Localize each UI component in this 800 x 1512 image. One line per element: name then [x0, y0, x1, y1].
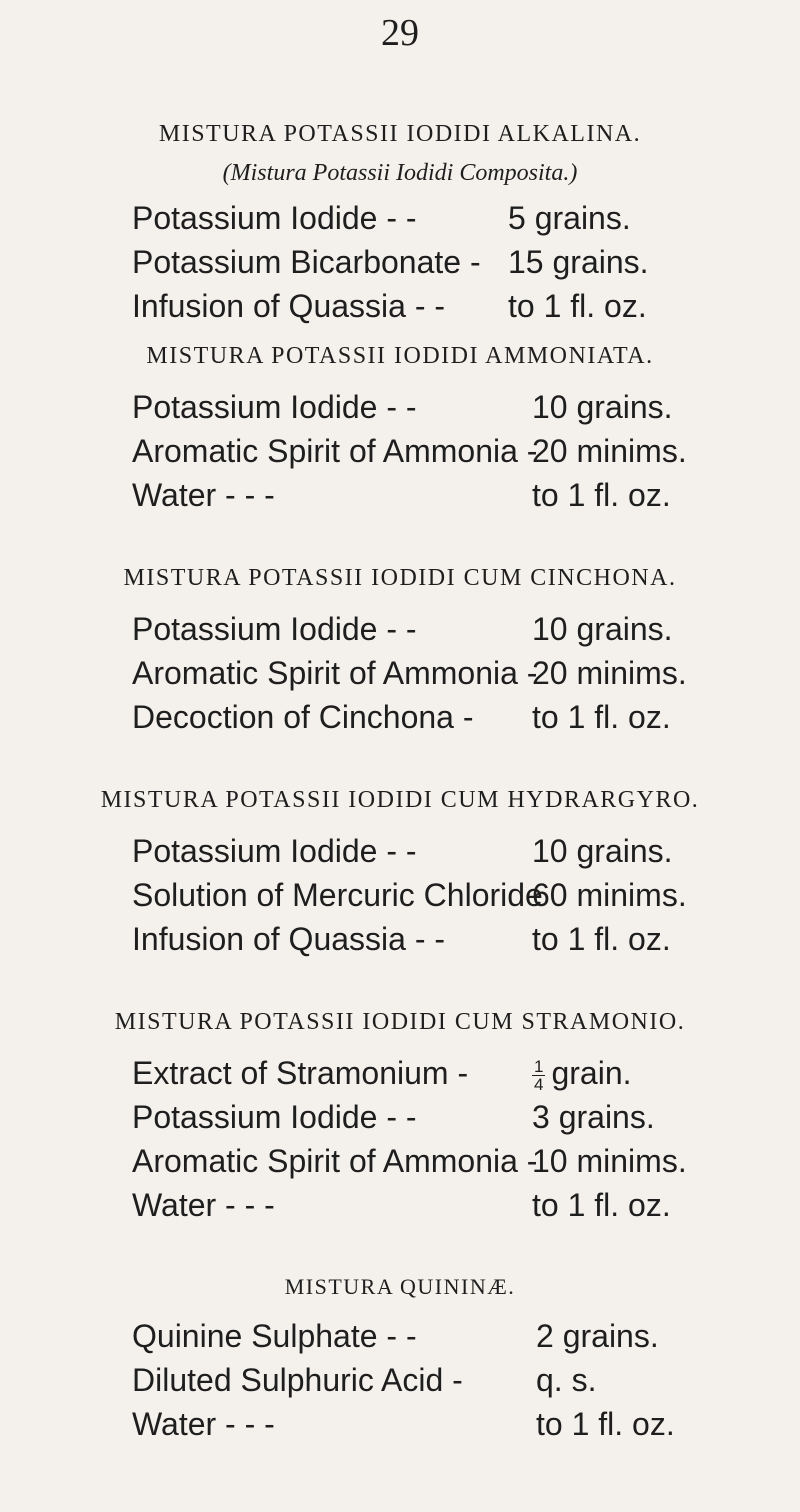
section-cum-cinchona: [0, 564, 800, 739]
ingredient-quantity: 60 minims.: [532, 876, 687, 913]
ingredient-row: [0, 829, 800, 873]
section-title: MISTURA POTASSII IODIDI CUM CINCHONA.: [123, 565, 677, 591]
ingredient-row: [0, 240, 800, 284]
ingredient-name: Decoction of Cinchona -: [132, 698, 474, 735]
ingredient-row: [0, 284, 800, 328]
ingredient-row: [0, 1095, 800, 1139]
ingredient-name: Aromatic Spirit of Ammonia -: [132, 432, 538, 469]
ingredient-name: Potassium Iodide - -: [132, 832, 417, 869]
ingredient-quantity: $\frac{1}{4}$ grain.: [534, 1054, 632, 1094]
ingredient-name: Potassium Iodide - -: [132, 199, 417, 236]
ingredient-name: Water - - -: [132, 476, 275, 513]
ingredient-row: [0, 385, 800, 429]
ingredient-row: [0, 196, 800, 240]
ingredient-quantity: to 1 fl. oz.: [536, 1406, 675, 1443]
ingredient-quantity: 10 grains.: [532, 610, 673, 647]
ingredient-quantity: 20 minims.: [532, 432, 687, 469]
ingredient-quantity: 10 grains.: [532, 832, 673, 869]
ingredient-quantity: 3 grains.: [532, 1098, 655, 1135]
ingredient-name: Water - - -: [132, 1406, 275, 1443]
section-title: MISTURA POTASSII IODIDI CUM HYDRARGYRO.: [100, 787, 700, 813]
ingredient-row: [0, 607, 800, 651]
ingredient-row: [0, 1139, 800, 1183]
section-cum-stramonio: [0, 1008, 800, 1227]
fraction: $\frac{1}{4}$: [534, 1056, 544, 1094]
ingredient-row: [0, 429, 800, 473]
ingredient-row: [0, 473, 800, 517]
ingredient-quantity: to 1 fl. oz.: [508, 287, 647, 324]
ingredient-name: Diluted Sulphuric Acid -: [132, 1362, 463, 1399]
ingredient-row: [0, 1183, 800, 1227]
ingredient-name: Potassium Iodide - -: [132, 610, 417, 647]
ingredient-quantity: to 1 fl. oz.: [532, 698, 671, 735]
ingredient-name: Quinine Sulphate - -: [132, 1318, 417, 1355]
ingredient-name: Water - - -: [132, 1186, 275, 1223]
ingredient-quantity: 2 grains.: [536, 1318, 659, 1355]
section-ammoniata: [0, 342, 800, 517]
section-cum-hydrargyro: [0, 786, 800, 961]
ingredient-row: [0, 1402, 800, 1446]
ingredient-quantity: 5 grains.: [508, 199, 631, 236]
section-title: MISTURA POTASSII IODIDI ALKALINA.: [158, 121, 642, 147]
ingredient-row: [0, 651, 800, 695]
section-alkalina: [0, 120, 800, 328]
ingredient-row: [0, 1051, 800, 1095]
ingredient-name: Potassium Iodide - -: [132, 1098, 417, 1135]
ingredient-name: Extract of Stramonium -: [132, 1054, 469, 1091]
ingredient-name: Potassium Bicarbonate -: [132, 243, 481, 280]
page-number: 29: [381, 12, 419, 54]
ingredient-name: Solution of Mercuric Chloride: [132, 876, 543, 913]
ingredient-quantity: q. s.: [536, 1362, 597, 1399]
ingredient-row: [0, 873, 800, 917]
ingredient-quantity: 10 minims.: [532, 1142, 687, 1179]
ingredient-quantity: 20 minims.: [532, 654, 687, 691]
ingredient-name: Aromatic Spirit of Ammonia -: [132, 1142, 538, 1179]
ingredient-name: Infusion of Quassia - -: [132, 920, 446, 957]
ingredient-row: [0, 917, 800, 961]
ingredient-quantity: to 1 fl. oz.: [532, 1186, 671, 1223]
ingredient-name: Potassium Iodide - -: [132, 388, 417, 425]
section-quininae: [0, 1274, 800, 1446]
ingredient-name: Infusion of Quassia - -: [132, 287, 446, 324]
ingredient-quantity: to 1 fl. oz.: [532, 476, 671, 513]
ingredient-row: [0, 1358, 800, 1402]
section-title: MISTURA QUININÆ.: [284, 1274, 516, 1299]
section-title: MISTURA POTASSII IODIDI AMMONIATA.: [146, 343, 654, 369]
section-subtitle: (Mistura Potassii Iodidi Composita.): [222, 159, 578, 186]
ingredient-quantity: 10 grains.: [532, 388, 673, 425]
ingredient-quantity: 15 grains.: [508, 243, 649, 280]
ingredient-row: [0, 695, 800, 739]
ingredient-name: Aromatic Spirit of Ammonia -: [132, 654, 538, 691]
section-title: MISTURA POTASSII IODIDI CUM STRAMONIO.: [114, 1009, 686, 1035]
ingredient-quantity: to 1 fl. oz.: [532, 920, 671, 957]
ingredient-row: [0, 1314, 800, 1358]
